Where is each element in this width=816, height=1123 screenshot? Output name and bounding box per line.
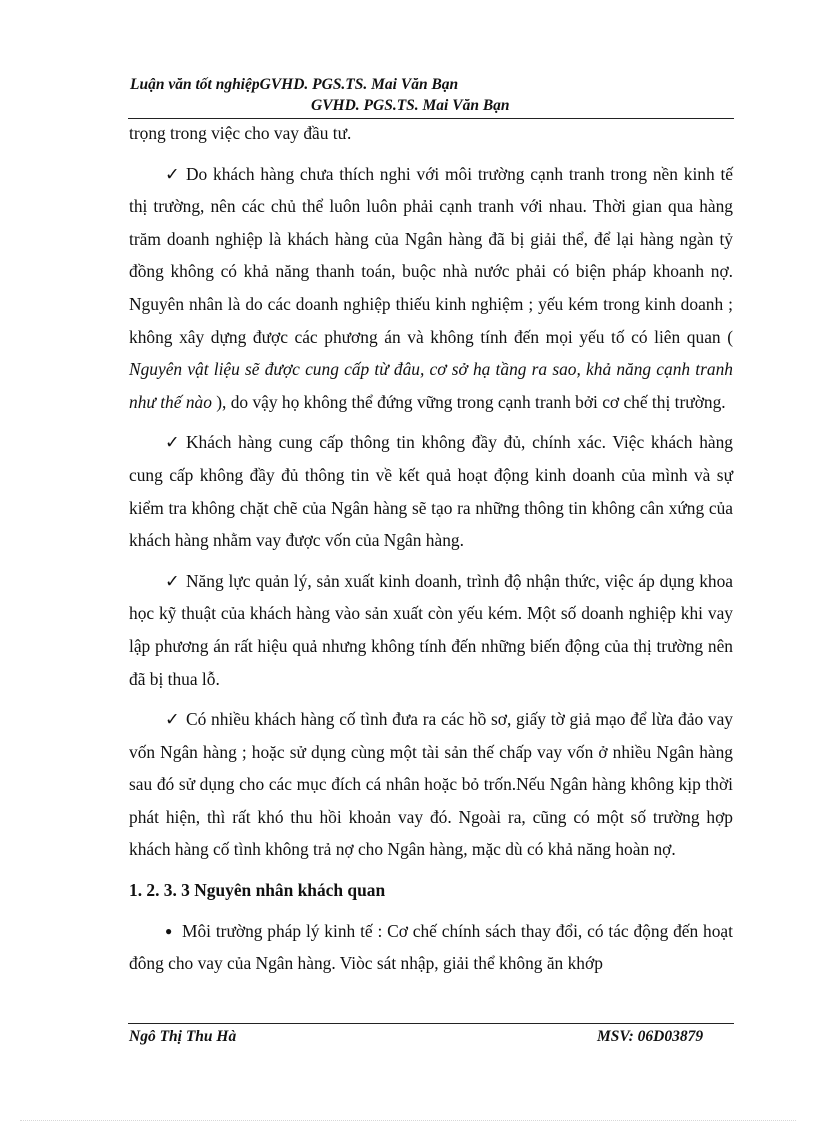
checkmark-icon: ✓ [165, 163, 180, 184]
checkmark-icon: ✓ [165, 570, 180, 591]
footer-rule [128, 1023, 734, 1024]
bullet-4-text: Có nhiều khách hàng cố tình đưa ra các hồ sơ, giấy tờ giả mạo để lừa đảo vay vốn Ngân hàng ; hoặc sử dụng cùng một tài sản thế chấp vay vốn ở nhiều Ngân hàng sau đó sử dụng cho các mục đích cá nhân hoặc bỏ trốn.Nếu Ngân hàng không kịp thời phát hiện, thì rất khó thu hồi khoản vay đó. Ngoài ra, cũng có một số trường hợp khách hàng cố tình không trả nợ cho Ngân hàng, mặc dù có khả năng hoàn nợ. [129, 709, 733, 860]
bullet-1-text-b: ), do vậy họ không thể đứng vững trong cạnh tranh bởi cơ chế thị trường. [211, 391, 726, 412]
bullet-1-text-a: Do khách hàng chưa thích nghi với môi trường cạnh tranh trong nền kinh tế thị trường, nên các chủ thể luôn luôn phải cạnh tranh với nhau. Thời gian qua hàng trăm doanh nghiệp là khách hàng của Ngân hàng đã bị giải thể, để lại hàng ngàn tỷ đồng không có khả năng thanh toán, buộc nhà nước phải có biện pháp khoanh nợ. Nguyên nhân là do các doanh nghiệp thiếu kinh nghiệm ; yếu kém trong kinh doanh ; không xây dựng được các phương án và không tính đến mọi yếu tố có liên quan ( [129, 163, 733, 347]
bullet-dot-icon: ● [165, 923, 173, 938]
bullet-paragraph-3 [129, 565, 733, 695]
dot-bullet-paragraph [129, 915, 733, 980]
footer-author: Ngô Thị Thu Hà [129, 1028, 237, 1045]
bullet-3-text: Năng lực quản lý, sản xuất kinh doanh, trình độ nhận thức, việc áp dụng khoa học kỹ thuật của khách hàng vào sản xuất còn yếu kém. Một số doanh nghiệp khi vay lập phương án rất hiệu quả nhưng không tính đến những biến động của thị trường nên đã bị thua lỗ. [129, 570, 733, 689]
bullet-2-text: Khách hàng cung cấp thông tin không đầy đủ, chính xác. Việc khách hàng cung cấp không đầy đủ thông tin về kết quả hoạt động kinh doanh của mình và sự kiểm tra không chặt chẽ của Ngân hàng sẽ tạo ra những thông tin không cân xứng của khách hàng nhằm vay được vốn của Ngân hàng. [129, 432, 733, 551]
bullet-1-italic: Nguyên vật liệu sẽ được cung cấp từ đâu, cơ sở hạ tầng ra sao, khả năng cạnh tranh như thế nào [129, 359, 733, 412]
checkmark-icon: ✓ [165, 432, 180, 453]
footer-student-id: MSV: 06D03879 [597, 1028, 704, 1045]
page-edge-dots [20, 1120, 796, 1121]
bullet-paragraph-1 [129, 158, 733, 419]
header-line-2: GVHD. PGS.TS. Mai Văn Bạn [311, 97, 510, 114]
dot-bullet-text: Môi trường pháp lý kinh tế : Cơ chế chính sách thay đổi, có tác động đến hoạt đông cho vay của Ngân hàng. Viòc sát nhập, giải thể không ăn khớp [129, 920, 733, 974]
continuation-paragraph: trọng trong việc cho vay đầu tư. [129, 123, 352, 143]
bullet-paragraph-4 [129, 703, 733, 866]
section-heading: 1. 2. 3. 3 Nguyên nhân khách quan [129, 880, 386, 901]
document-body [129, 117, 733, 988]
header-line-1: Luận văn tốt nghiệpGVHD. PGS.TS. Mai Văn Bạn [130, 76, 459, 93]
bullet-paragraph-2 [129, 426, 733, 556]
checkmark-icon: ✓ [165, 709, 180, 730]
